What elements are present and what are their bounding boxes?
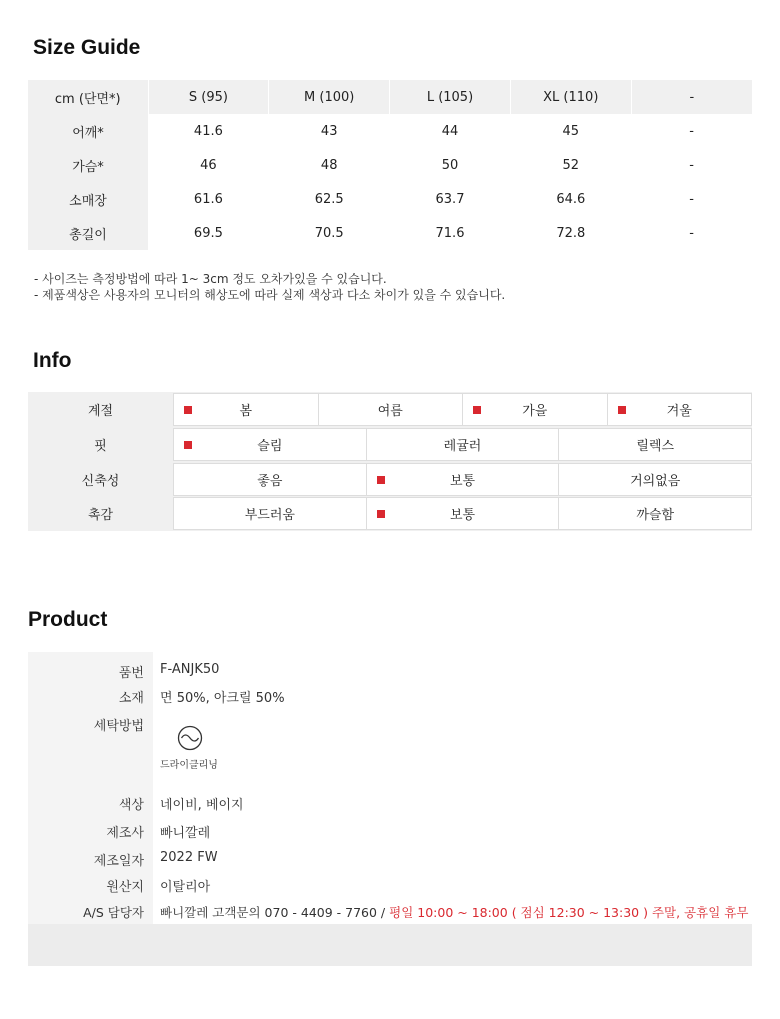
selected-marker-icon bbox=[618, 406, 626, 414]
product-footer bbox=[28, 924, 752, 966]
note-line: - 사이즈는 측정방법에 따라 1~ 3cm 정도 오차가있을 수 있습니다. bbox=[34, 272, 387, 286]
product-value: 빠니깔레 bbox=[160, 826, 211, 841]
row-label: 총길이 bbox=[28, 216, 148, 250]
size-row bbox=[28, 182, 752, 216]
info-row-stretch bbox=[28, 463, 752, 496]
note-line: - 제품색상은 사용자의 모니터의 해상도에 따라 실제 색상과 다소 차이가 있을 수 있습니다. bbox=[34, 288, 506, 302]
size-cell: - bbox=[631, 216, 752, 250]
info-label: 신축성 bbox=[81, 474, 120, 489]
product-label: 세탁방법 bbox=[93, 719, 144, 734]
option-text: 봄 bbox=[239, 404, 253, 419]
as-contact: 빠니깔레 고객문의 070 - 4409 - 7760 / bbox=[160, 905, 386, 920]
info-row-touch bbox=[28, 497, 752, 530]
product-value: 면 50%, 아크릴 50% bbox=[160, 691, 285, 706]
info-option bbox=[318, 393, 463, 426]
header-cell: M (100) bbox=[269, 80, 390, 114]
size-cell: 52 bbox=[510, 148, 631, 182]
row-label: 어깨* bbox=[28, 114, 148, 148]
header-cell: L (105) bbox=[390, 80, 511, 114]
info-option bbox=[366, 428, 559, 461]
size-row bbox=[28, 148, 752, 182]
option-text: 좋음 bbox=[257, 474, 283, 489]
info-option bbox=[558, 497, 752, 530]
size-cell: 69.5 bbox=[148, 216, 269, 250]
selected-marker-icon bbox=[377, 476, 385, 484]
size-header-row bbox=[28, 80, 752, 114]
size-cell: 72.8 bbox=[510, 216, 631, 250]
size-cell: 50 bbox=[390, 148, 511, 182]
info-table bbox=[28, 392, 752, 531]
selected-marker-icon bbox=[377, 510, 385, 518]
product-row-color bbox=[28, 794, 752, 818]
info-option bbox=[173, 393, 318, 426]
size-cell: 63.7 bbox=[390, 182, 511, 216]
option-text: 겨울 bbox=[666, 404, 692, 419]
product-label: 원산지 bbox=[106, 880, 144, 895]
option-text: 가을 bbox=[522, 404, 548, 419]
product-value: 2022 FW bbox=[160, 850, 218, 865]
selected-marker-icon bbox=[184, 406, 192, 414]
product-label: A/S 담당자 bbox=[83, 905, 144, 920]
product-row-maker bbox=[28, 822, 752, 846]
size-cell: 45 bbox=[510, 114, 631, 148]
product-title: Product bbox=[28, 608, 108, 631]
info-option bbox=[558, 463, 752, 496]
size-cell: 64.6 bbox=[510, 182, 631, 216]
info-label: 촉감 bbox=[87, 508, 114, 523]
product-label: 색상 bbox=[118, 798, 144, 813]
product-value: F-ANJK50 bbox=[160, 662, 220, 677]
product-value bbox=[160, 903, 748, 921]
header-cell: XL (110) bbox=[510, 80, 631, 114]
size-cell: 43 bbox=[269, 114, 390, 148]
info-option bbox=[173, 497, 366, 530]
as-hours: 평일 10:00 ~ 18:00 ( 점심 12:30 ~ 13:30 ) 주말, 공휴일 휴무 bbox=[389, 905, 749, 920]
size-cell: 62.5 bbox=[269, 182, 390, 216]
product-label: 품번 bbox=[118, 666, 144, 681]
size-guide-table bbox=[28, 80, 752, 250]
info-option bbox=[462, 393, 607, 426]
product-table bbox=[28, 652, 752, 966]
header-cell: cm (단면*) bbox=[28, 80, 148, 114]
size-cell: 41.6 bbox=[148, 114, 269, 148]
info-row-fit bbox=[28, 428, 752, 461]
product-label: 제조사 bbox=[106, 826, 144, 841]
option-text: 까슬함 bbox=[636, 508, 675, 523]
option-text: 레귤러 bbox=[443, 439, 482, 454]
dry-clean-label: 드라이클리닝 bbox=[160, 760, 218, 771]
product-row-date bbox=[28, 850, 752, 874]
row-label: 가슴* bbox=[28, 148, 148, 182]
option-text: 보통 bbox=[449, 508, 476, 523]
size-cell: 46 bbox=[148, 148, 269, 182]
option-text: 부드러움 bbox=[244, 508, 295, 523]
info-row-season bbox=[28, 393, 752, 426]
size-notes bbox=[34, 271, 505, 303]
info-option bbox=[173, 428, 366, 461]
product-row-item-no bbox=[28, 662, 752, 686]
product-row-origin bbox=[28, 876, 752, 900]
header-cell: - bbox=[631, 80, 752, 114]
info-option bbox=[366, 463, 559, 496]
size-guide-title: Size Guide bbox=[33, 36, 141, 59]
info-label: 핏 bbox=[94, 439, 107, 454]
option-text: 슬림 bbox=[257, 439, 283, 454]
selected-marker-icon bbox=[473, 406, 481, 414]
product-value: 이탈리아 bbox=[160, 880, 211, 895]
size-row bbox=[28, 114, 752, 148]
size-cell: 70.5 bbox=[269, 216, 390, 250]
size-row bbox=[28, 216, 752, 250]
size-cell: 71.6 bbox=[390, 216, 511, 250]
info-title: Info bbox=[33, 349, 72, 372]
info-option bbox=[173, 463, 366, 496]
info-option bbox=[366, 497, 559, 530]
info-option bbox=[558, 428, 752, 461]
size-cell: 48 bbox=[269, 148, 390, 182]
selected-marker-icon bbox=[184, 441, 192, 449]
info-label: 계절 bbox=[87, 404, 114, 419]
size-cell: - bbox=[631, 182, 752, 216]
product-label: 제조일자 bbox=[93, 854, 144, 869]
option-text: 릴렉스 bbox=[636, 439, 675, 454]
product-label: 소재 bbox=[118, 691, 144, 706]
size-cell: 61.6 bbox=[148, 182, 269, 216]
product-row-washing bbox=[28, 715, 752, 739]
size-cell: 44 bbox=[390, 114, 511, 148]
size-cell: - bbox=[631, 114, 752, 148]
option-text: 거의없음 bbox=[630, 474, 681, 489]
dry-clean-icon bbox=[175, 725, 205, 751]
info-option bbox=[607, 393, 753, 426]
row-label: 소매장 bbox=[28, 182, 148, 216]
header-cell: S (95) bbox=[148, 80, 269, 114]
option-text: 여름 bbox=[377, 404, 403, 419]
product-value: 네이비, 베이지 bbox=[160, 798, 244, 813]
option-text: 보통 bbox=[449, 474, 476, 489]
product-row-material bbox=[28, 687, 752, 711]
size-cell: - bbox=[631, 148, 752, 182]
